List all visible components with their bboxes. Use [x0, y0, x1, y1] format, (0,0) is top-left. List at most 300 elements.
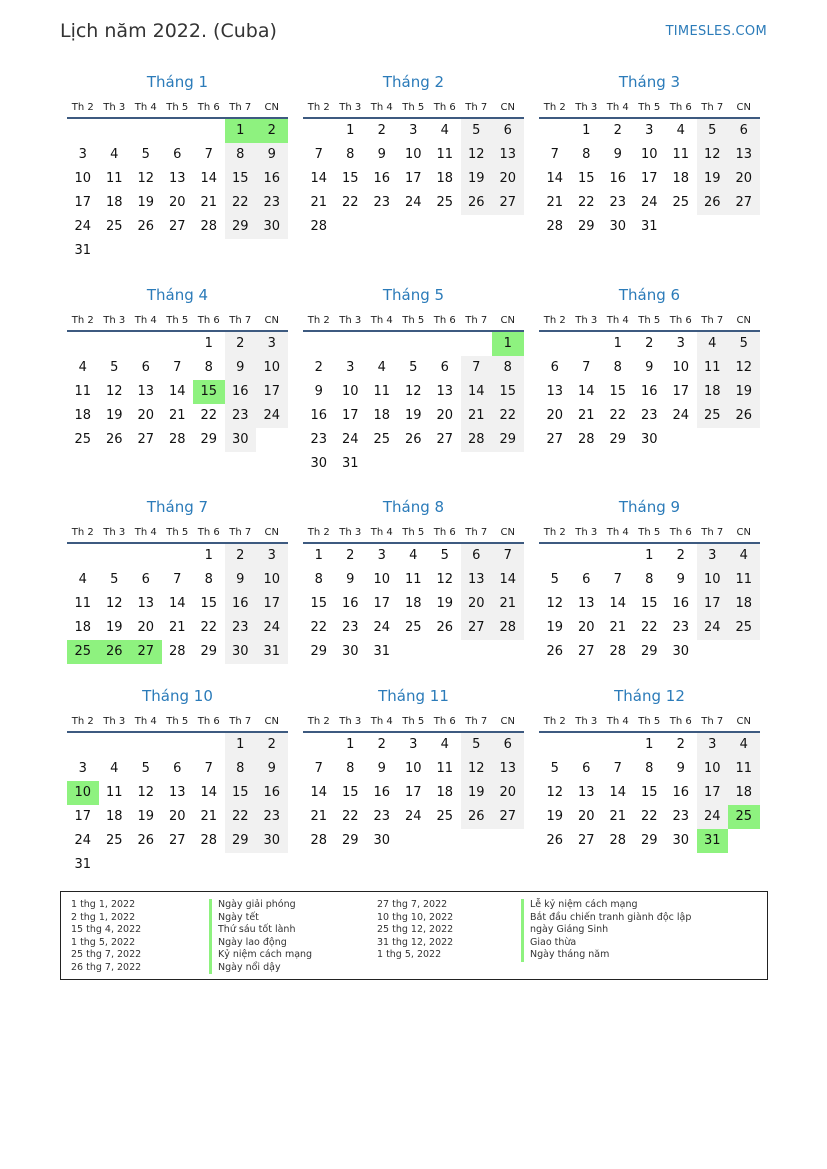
day-cell: 10	[697, 568, 729, 592]
day-cell: 1	[645, 737, 654, 752]
day-cell: 15	[310, 596, 328, 611]
day-cell: 20	[577, 809, 595, 824]
weekday-label: Th 2	[307, 102, 330, 113]
day-cell: 10	[404, 761, 422, 776]
day-cell: 26	[728, 404, 760, 428]
weekday-label: Th 2	[307, 716, 330, 727]
day-cell: 29	[577, 219, 595, 234]
day-cell: 28	[200, 833, 218, 848]
day-cell: 17	[404, 785, 422, 800]
weekday-label: Th 3	[339, 315, 362, 326]
day-cell: 14	[609, 785, 627, 800]
day-cell: 9	[676, 572, 685, 587]
weekday-label: Th 7	[701, 716, 724, 727]
day-cell: 25	[404, 620, 422, 635]
weekday-label: Th 5	[402, 527, 425, 538]
day-cell: 10	[256, 356, 288, 380]
weekday-label: Th 3	[339, 527, 362, 538]
weekday-label: Th 7	[229, 102, 252, 113]
weekday-header	[539, 311, 760, 331]
day-cell: 12	[728, 356, 760, 380]
day-cell: 7	[613, 761, 622, 776]
weekday-label: Th 7	[229, 716, 252, 727]
day-cell: 5	[550, 572, 559, 587]
day-cell: 15	[492, 380, 524, 404]
day-cell: 2	[225, 332, 257, 356]
day-cell: 2	[676, 737, 685, 752]
day-cell: 24	[404, 195, 422, 210]
day-cell: 5	[461, 733, 493, 757]
day-cell: 11	[436, 761, 454, 776]
day-cell: 3	[409, 737, 418, 752]
weekday-label: Th 3	[575, 527, 598, 538]
day-cell: 11	[74, 596, 92, 611]
weekday-label: Th 4	[606, 102, 629, 113]
day-cell: 12	[546, 596, 564, 611]
day-cell: 7	[461, 356, 493, 380]
day-cell: 25	[697, 404, 729, 428]
day-cell: 14	[577, 384, 595, 399]
day-cell-holiday: 26	[99, 640, 131, 664]
day-cell: 21	[310, 195, 328, 210]
day-cell: 19	[137, 195, 155, 210]
day-cell: 21	[200, 195, 218, 210]
day-cell: 12	[105, 384, 123, 399]
day-cell: 15	[577, 171, 595, 186]
month-title: Tháng 8	[382, 498, 445, 516]
day-cell: 13	[461, 568, 493, 592]
day-cell: 30	[672, 644, 690, 659]
day-cell: 16	[609, 171, 627, 186]
day-cell: 28	[461, 428, 493, 452]
day-cell: 30	[672, 833, 690, 848]
weekday-label: Th 6	[197, 102, 220, 113]
weekday-label: Th 7	[701, 102, 724, 113]
weekday-label: CN	[500, 527, 515, 538]
day-cell: 12	[137, 785, 155, 800]
day-cell: 7	[492, 544, 524, 568]
weekday-label: CN	[500, 716, 515, 727]
weekday-label: CN	[736, 102, 751, 113]
day-cell: 8	[645, 761, 654, 776]
day-cell: 25	[105, 833, 123, 848]
day-cell: 11	[728, 568, 760, 592]
weekday-label: Th 5	[402, 315, 425, 326]
weekday-label: CN	[736, 716, 751, 727]
day-cell: 12	[404, 384, 422, 399]
day-cell: 17	[256, 380, 288, 404]
day-cell: 3	[78, 761, 87, 776]
day-cell: 27	[492, 191, 524, 215]
day-cell: 30	[640, 432, 658, 447]
legend-holiday-name: Ngày nổi dậy	[209, 962, 281, 975]
day-cell: 22	[577, 195, 595, 210]
day-cell: 26	[546, 644, 564, 659]
day-cell: 13	[577, 596, 595, 611]
day-cell: 21	[461, 404, 493, 428]
day-cell: 27	[168, 833, 186, 848]
weekday-label: Th 5	[638, 527, 661, 538]
day-cell: 23	[672, 620, 690, 635]
day-cell: 9	[613, 147, 622, 162]
day-cell: 17	[672, 384, 690, 399]
day-cell: 16	[256, 167, 288, 191]
month-title: Tháng 9	[618, 498, 681, 516]
day-cell: 22	[200, 408, 218, 423]
legend-date: 1 thg 1, 2022	[71, 899, 136, 910]
day-cell: 28	[168, 644, 186, 659]
day-cell: 16	[225, 380, 257, 404]
day-cell: 1	[204, 548, 213, 563]
day-cell: 4	[78, 572, 87, 587]
day-cell: 21	[200, 809, 218, 824]
day-cell: 7	[582, 360, 591, 375]
day-cell: 23	[225, 404, 257, 428]
legend-holiday-name: Giao thừa	[521, 937, 576, 950]
weekday-label: Th 2	[71, 102, 94, 113]
weekday-label: Th 3	[575, 716, 598, 727]
weekday-label: Th 7	[701, 527, 724, 538]
day-cell: 4	[377, 360, 386, 375]
weekday-label: Th 5	[166, 527, 189, 538]
day-cell: 26	[137, 219, 155, 234]
month-title: Tháng 5	[382, 286, 445, 304]
weekday-label: Th 3	[575, 315, 598, 326]
weekday-header	[539, 712, 760, 732]
day-cell: 16	[341, 596, 359, 611]
day-cell: 19	[546, 620, 564, 635]
weekday-label: Th 5	[638, 716, 661, 727]
day-cell-holiday: 25	[67, 640, 99, 664]
day-cell: 8	[346, 761, 355, 776]
day-cell: 6	[440, 360, 449, 375]
day-cell: 31	[74, 243, 92, 258]
weekday-label: Th 5	[638, 102, 661, 113]
day-cell: 24	[373, 620, 391, 635]
day-cell: 9	[377, 761, 386, 776]
day-cell: 30	[256, 829, 288, 853]
day-cell: 9	[314, 384, 323, 399]
weekday-label: Th 3	[103, 716, 126, 727]
day-cell: 1	[346, 123, 355, 138]
day-cell: 6	[728, 119, 760, 143]
weekday-label: Th 7	[465, 102, 488, 113]
day-cell: 17	[341, 408, 359, 423]
weekday-label: Th 3	[103, 527, 126, 538]
day-cell: 30	[225, 428, 257, 452]
weekday-label: Th 6	[433, 527, 456, 538]
day-cell: 3	[346, 360, 355, 375]
weekday-header	[303, 98, 524, 118]
day-cell: 29	[200, 432, 218, 447]
weekday-label: Th 6	[433, 102, 456, 113]
day-cell: 2	[225, 544, 257, 568]
month-title: Tháng 2	[382, 73, 445, 91]
day-cell: 8	[582, 147, 591, 162]
day-cell: 21	[168, 620, 186, 635]
day-cell: 17	[697, 781, 729, 805]
day-cell: 10	[373, 572, 391, 587]
day-cell: 20	[577, 620, 595, 635]
day-cell: 21	[168, 408, 186, 423]
day-cell: 7	[613, 572, 622, 587]
day-cell: 20	[492, 167, 524, 191]
day-cell: 27	[461, 616, 493, 640]
day-cell: 26	[404, 432, 422, 447]
day-cell: 1	[314, 548, 323, 563]
weekday-label: CN	[500, 102, 515, 113]
day-cell: 30	[373, 833, 391, 848]
day-cell: 3	[409, 123, 418, 138]
day-cell: 29	[609, 432, 627, 447]
weekday-label: Th 5	[402, 716, 425, 727]
weekday-label: Th 2	[307, 527, 330, 538]
day-cell: 10	[672, 360, 690, 375]
day-cell: 20	[436, 408, 454, 423]
day-cell: 24	[256, 404, 288, 428]
weekday-label: Th 2	[543, 716, 566, 727]
weekday-label: CN	[500, 315, 515, 326]
weekday-label: CN	[264, 716, 279, 727]
day-cell: 15	[225, 781, 257, 805]
weekday-label: Th 7	[229, 527, 252, 538]
day-cell: 30	[310, 456, 328, 471]
day-cell: 7	[314, 147, 323, 162]
weekday-label: CN	[736, 527, 751, 538]
day-cell: 9	[256, 757, 288, 781]
day-cell: 17	[640, 171, 658, 186]
day-cell: 2	[314, 360, 323, 375]
weekday-label: Th 2	[543, 527, 566, 538]
day-cell: 13	[436, 384, 454, 399]
day-cell-holiday: 10	[67, 781, 99, 805]
day-cell: 16	[225, 592, 257, 616]
weekday-label: Th 2	[543, 315, 566, 326]
month-title: Tháng 11	[378, 687, 449, 705]
day-cell: 21	[546, 195, 564, 210]
day-cell: 6	[550, 360, 559, 375]
day-cell: 5	[550, 761, 559, 776]
day-cell: 28	[609, 833, 627, 848]
day-cell: 10	[697, 757, 729, 781]
day-cell: 22	[640, 809, 658, 824]
day-cell: 4	[110, 761, 119, 776]
legend-date: 26 thg 7, 2022	[71, 961, 142, 973]
day-cell: 15	[200, 596, 218, 611]
day-cell: 20	[461, 592, 493, 616]
day-cell: 24	[74, 219, 92, 234]
day-cell: 14	[310, 171, 328, 186]
day-cell: 14	[492, 568, 524, 592]
site-brand[interactable]: TIMESLES.COM	[665, 24, 767, 39]
day-cell: 28	[310, 219, 328, 234]
day-cell: 13	[168, 171, 186, 186]
day-cell-holiday: 25	[728, 805, 760, 829]
month-title: Tháng 7	[146, 498, 209, 516]
day-cell: 20	[137, 620, 155, 635]
day-cell: 10	[256, 568, 288, 592]
day-cell: 27	[168, 219, 186, 234]
day-cell: 18	[404, 596, 422, 611]
day-cell: 23	[609, 195, 627, 210]
day-cell: 19	[697, 167, 729, 191]
day-cell: 23	[373, 809, 391, 824]
day-cell: 20	[546, 408, 564, 423]
day-cell: 23	[256, 805, 288, 829]
day-cell: 19	[461, 781, 493, 805]
day-cell: 10	[404, 147, 422, 162]
weekday-label: Th 4	[370, 716, 393, 727]
day-cell: 3	[377, 548, 386, 563]
holiday-legend	[60, 891, 768, 980]
weekday-label: Th 6	[669, 716, 692, 727]
day-cell: 23	[310, 432, 328, 447]
day-cell: 30	[225, 640, 257, 664]
day-cell: 28	[310, 833, 328, 848]
day-cell: 16	[373, 171, 391, 186]
day-cell: 3	[78, 147, 87, 162]
day-cell: 7	[550, 147, 559, 162]
day-cell: 18	[74, 620, 92, 635]
day-cell: 25	[436, 195, 454, 210]
day-cell: 2	[613, 123, 622, 138]
day-cell: 10	[341, 384, 359, 399]
weekday-header	[539, 523, 760, 543]
day-cell: 7	[204, 761, 213, 776]
day-cell: 15	[609, 384, 627, 399]
weekday-header	[67, 712, 288, 732]
weekday-label: Th 7	[465, 527, 488, 538]
weekday-label: Th 2	[307, 315, 330, 326]
day-cell: 30	[609, 219, 627, 234]
day-cell: 16	[373, 785, 391, 800]
day-cell: 13	[137, 596, 155, 611]
weekday-label: CN	[264, 527, 279, 538]
day-cell: 29	[640, 644, 658, 659]
weekday-label: Th 4	[134, 716, 157, 727]
day-cell: 27	[436, 432, 454, 447]
day-cell: 21	[492, 592, 524, 616]
day-cell: 7	[173, 360, 182, 375]
day-cell: 2	[377, 123, 386, 138]
weekday-label: Th 6	[433, 716, 456, 727]
day-cell: 29	[310, 644, 328, 659]
day-cell: 23	[341, 620, 359, 635]
day-cell: 17	[697, 592, 729, 616]
day-cell: 15	[640, 596, 658, 611]
day-cell: 4	[697, 332, 729, 356]
day-cell: 14	[461, 380, 493, 404]
legend-date: 1 thg 5, 2022	[71, 936, 136, 948]
day-cell: 7	[204, 147, 213, 162]
day-cell: 1	[204, 336, 213, 351]
day-cell: 19	[546, 809, 564, 824]
day-cell: 14	[200, 171, 218, 186]
day-cell: 5	[110, 572, 119, 587]
day-cell: 14	[546, 171, 564, 186]
day-cell: 19	[105, 620, 123, 635]
day-cell: 11	[105, 171, 123, 186]
day-cell: 20	[728, 167, 760, 191]
legend-holiday-name: Ngày tháng năm	[521, 949, 609, 962]
day-cell: 9	[225, 568, 257, 592]
day-cell: 6	[141, 572, 150, 587]
day-cell: 22	[310, 620, 328, 635]
day-cell: 3	[697, 544, 729, 568]
day-cell: 24	[697, 805, 729, 829]
weekday-label: Th 7	[465, 315, 488, 326]
weekday-header	[67, 98, 288, 118]
day-cell: 1	[225, 733, 257, 757]
day-cell: 6	[141, 360, 150, 375]
month-title: Tháng 12	[614, 687, 685, 705]
day-cell-holiday: 31	[697, 829, 729, 853]
day-cell: 22	[341, 195, 359, 210]
day-cell: 11	[436, 147, 454, 162]
day-cell: 23	[672, 809, 690, 824]
day-cell: 26	[461, 191, 493, 215]
day-cell: 19	[137, 809, 155, 824]
day-cell: 15	[341, 171, 359, 186]
day-cell: 31	[373, 644, 391, 659]
day-cell: 11	[697, 356, 729, 380]
day-cell: 14	[168, 596, 186, 611]
day-cell: 18	[105, 809, 123, 824]
day-cell: 4	[728, 733, 760, 757]
day-cell: 29	[225, 829, 257, 853]
legend-holiday-name: Ngày giải phóng	[209, 899, 296, 912]
day-cell: 27	[137, 432, 155, 447]
day-cell: 11	[672, 147, 690, 162]
weekday-label: Th 4	[370, 315, 393, 326]
weekday-label: Th 5	[402, 102, 425, 113]
day-cell: 17	[74, 195, 92, 210]
weekday-label: Th 6	[197, 315, 220, 326]
day-cell: 4	[78, 360, 87, 375]
day-cell: 25	[105, 219, 123, 234]
weekday-label: Th 4	[606, 716, 629, 727]
day-cell: 22	[640, 620, 658, 635]
day-cell: 3	[645, 123, 654, 138]
day-cell: 13	[546, 384, 564, 399]
day-cell: 20	[168, 195, 186, 210]
day-cell: 1	[613, 336, 622, 351]
day-cell: 22	[492, 404, 524, 428]
header-rule	[303, 330, 524, 332]
day-cell: 12	[436, 572, 454, 587]
day-cell: 5	[141, 761, 150, 776]
day-cell: 28	[168, 432, 186, 447]
weekday-header	[303, 523, 524, 543]
day-cell: 29	[225, 215, 257, 239]
day-cell: 23	[373, 195, 391, 210]
weekday-label: CN	[736, 315, 751, 326]
day-cell: 26	[137, 833, 155, 848]
day-cell: 18	[728, 592, 760, 616]
day-cell: 2	[346, 548, 355, 563]
day-cell: 27	[577, 833, 595, 848]
day-cell: 9	[225, 356, 257, 380]
day-cell-holiday: 15	[193, 380, 225, 404]
weekday-label: Th 4	[370, 527, 393, 538]
day-cell: 27	[728, 191, 760, 215]
legend-date: 10 thg 10, 2022	[377, 911, 454, 923]
day-cell: 8	[645, 572, 654, 587]
day-cell: 20	[137, 408, 155, 423]
day-cell: 22	[609, 408, 627, 423]
month-title: Tháng 3	[618, 73, 681, 91]
day-cell: 28	[200, 219, 218, 234]
